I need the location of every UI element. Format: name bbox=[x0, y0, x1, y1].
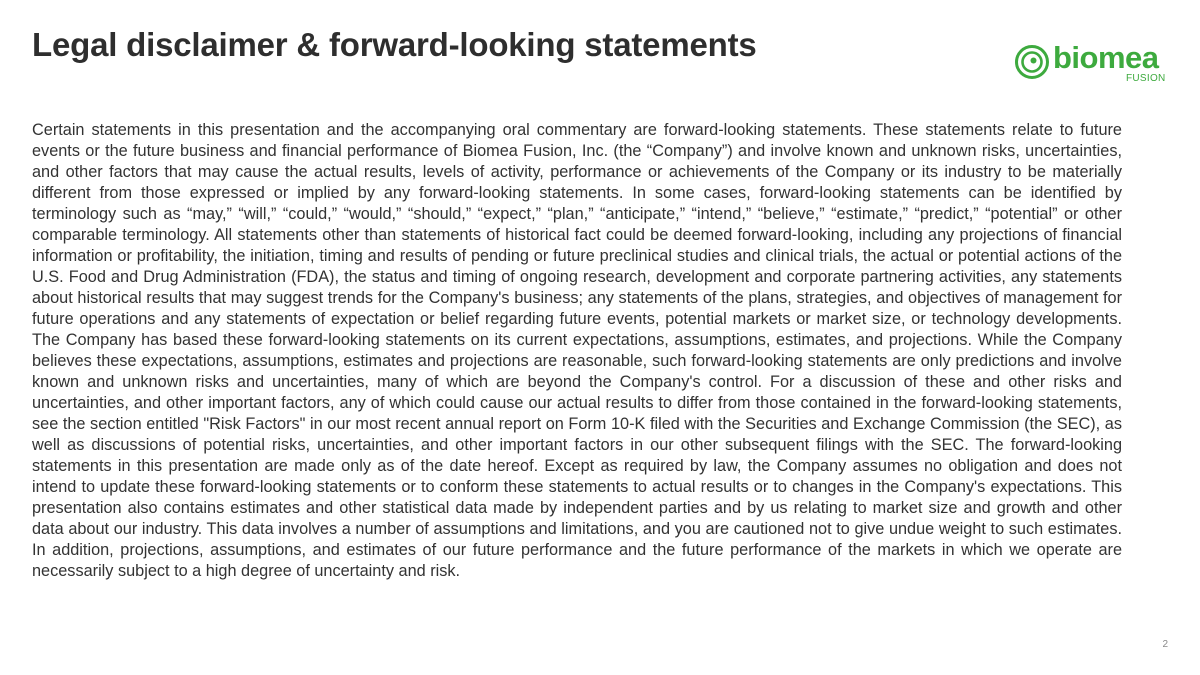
page-number: 2 bbox=[1162, 639, 1168, 650]
slide-title: Legal disclaimer & forward-looking statements bbox=[32, 26, 757, 63]
logo-wordmark: biomea bbox=[1053, 40, 1159, 75]
logo-subtitle: FUSION bbox=[1126, 73, 1166, 84]
biomea-mark-icon bbox=[1014, 44, 1050, 80]
disclaimer-paragraph: Certain statements in this presentation and the accompanying oral commentary are forward-looking statements. These statements relate to future events or the future business and financial performance of Biomea Fusion, Inc. (the “Company”) and involve known and unknown risks, uncertainties, and other factors that may cause the actual results, levels of activity, performance or achievements of the Company or its industry to be materially different from those expressed or implied by any forward-looking statements. In some cases, forward-looking statements can be identified by terminology such as “may,” “will,” “could,” “would,” “should,” “expect,” “plan,” “anticipate,” “intend,” “believe,” “estimate,” “predict,” “potential” or other comparable terminology. All statements other than statements of historical fact could be deemed forward-looking, including any projections of financial information or profitability, the initiation, timing and results of pending or future preclinical studies and clinical trials, the actual or potential actions of the U.S. Food and Drug Administration (FDA), the status and timing of ongoing research, development and corporate partnering activities, any statements about historical results that may suggest trends for the Company's business; any statements of the plans, strategies, and objectives of management for future operations and any statements of expectation or belief regarding future events, potential markets or market size, or technology developments. The Company has based these forward-looking statements on its current expectations, assumptions, estimates, and projections. While the Company believes these expectations, assumptions, estimates and projections are reasonable, such forward-looking statements are only predictions and involve known and unknown risks and uncertainties, many of which are beyond the Company's control. For a discussion of these and other risks and uncertainties, and other important factors, any of which could cause our actual results to differ from those contained in the forward-looking statements, see the section entitled "Risk Factors" in our most recent annual report on Form 10-K filed with the Securities and Exchange Commission (the SEC), as well as discussions of potential risks, uncertainties, and other important factors in our other subsequent filings with the SEC. The forward-looking statements in this presentation are made only as of the date hereof. Except as required by law, the Company assumes no obligation and does not intend to update these forward-looking statements or to conform these statements to actual results or to changes in the Company's expectations. This presentation also contains estimates and other statistical data made by independent parties and by us relating to market size and growth and other data about our industry. This data involves a number of assumptions and limitations, and you are cautioned not to give undue weight to such estimates. In addition, projections, assumptions, and estimates of our future performance and the future performance of the markets in which we operate are necessarily subject to a high degree of uncertainty and risk. bbox=[32, 121, 1122, 580]
company-logo bbox=[1012, 42, 1172, 88]
